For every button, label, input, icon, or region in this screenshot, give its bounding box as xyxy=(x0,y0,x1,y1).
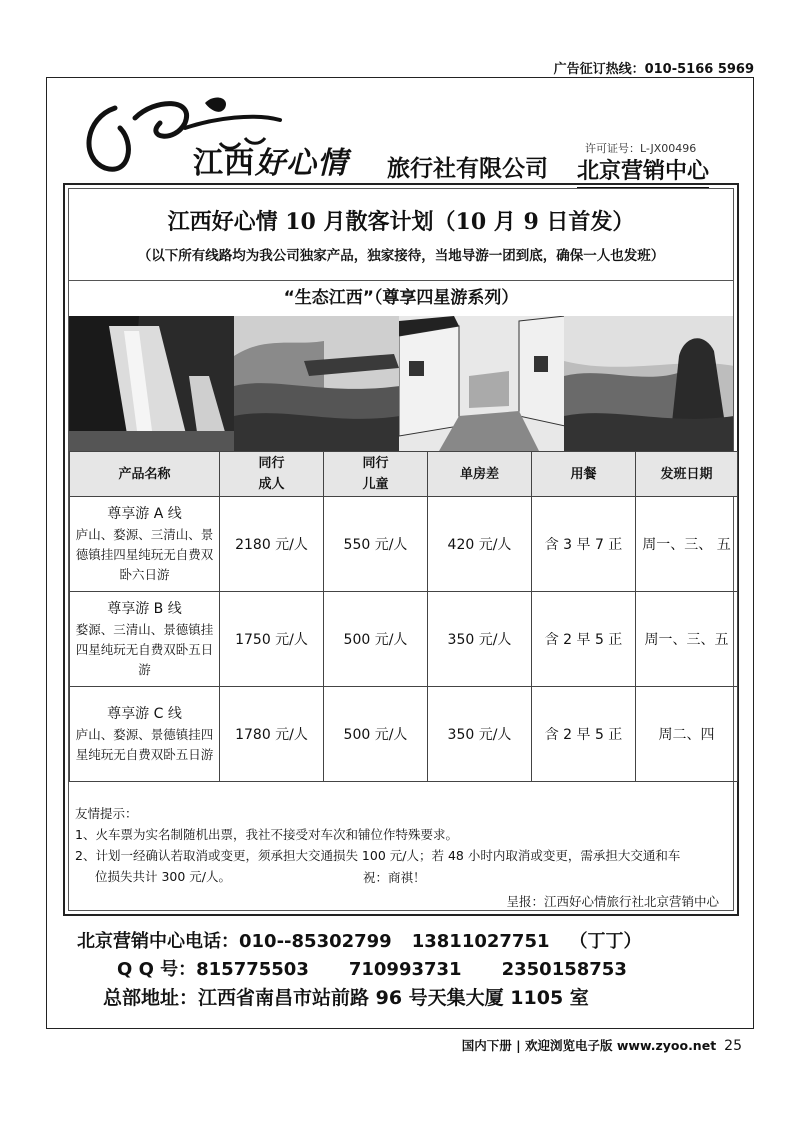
meals: 含 2 早 5 正 xyxy=(532,592,636,687)
header-child: 同行 儿童 xyxy=(324,452,428,497)
notes-heading: 友情提示： xyxy=(75,806,138,821)
route-cell: 尊享游 B 线 婺源、三清山、景德镇挂四星纯玩无自费双卧五日游 xyxy=(70,592,220,687)
plan-title: 江西好心情 10 月散客计划（10 月 9 日首发） xyxy=(167,209,635,235)
child-price: 500 元/人 xyxy=(324,592,428,687)
table-header-row xyxy=(70,452,738,497)
qq-line: Q Q 号：815775503 710993731 2350158753 xyxy=(117,959,627,980)
table-row xyxy=(70,687,738,782)
note-item-2-cont: 位损失共计 300 元/人。 xyxy=(95,869,232,884)
note-item-2: 2、计划一经确认若取消或变更，须承担大交通损失 100 元/人；若 48 小时内取消或变更，需承担大交通和车 xyxy=(75,848,681,863)
child-price: 550 元/人 xyxy=(324,497,428,592)
greeting: 祝：商祺！ xyxy=(363,870,426,885)
series-heading: “生态江西”（尊享四星游系列） xyxy=(69,280,733,317)
page-number: 25 xyxy=(724,1038,742,1054)
waterfall-photo xyxy=(69,316,234,451)
note-item-1: 1、火车票为实名制随机出票，我社不接受对车次和铺位作特殊要求。 xyxy=(75,827,458,842)
brand-company: 旅行社有限公司 xyxy=(387,155,548,182)
brand-branch: 北京营销中心 xyxy=(577,154,709,189)
tour-table xyxy=(69,451,738,782)
route-cell: 尊享游 A 线 庐山、婺源、三清山、景德镇挂四星纯玩无自费双卧六日游 xyxy=(70,497,220,592)
photo-strip xyxy=(69,316,733,451)
table-row xyxy=(70,592,738,687)
signature: 呈报：江西好心情旅行社北京营销中心 xyxy=(506,894,719,909)
header-product: 产品名称 xyxy=(70,452,220,497)
address-line: 总部地址：江西省南昌市站前路 96 号天集大厦 1105 室 xyxy=(103,987,589,1009)
page-frame xyxy=(46,77,754,1029)
mountain-photo xyxy=(564,316,733,451)
meals: 含 2 早 5 正 xyxy=(532,687,636,782)
adult-price: 1750 元/人 xyxy=(220,592,324,687)
brand-header xyxy=(75,88,765,188)
single-supplement: 350 元/人 xyxy=(428,687,532,782)
departure-days: 周一、三、五 xyxy=(636,592,738,687)
contact-block xyxy=(77,928,642,1012)
license-number: 许可证号：L-JX00496 xyxy=(585,142,697,155)
ad-hotline: 广告征订热线：010-5166 5969 xyxy=(553,62,754,77)
departure-days: 周一、三、 五 xyxy=(636,497,738,592)
meals: 含 3 早 7 正 xyxy=(532,497,636,592)
phone-line: 北京营销中心电话：010--85302799 13811027751 （丁丁） xyxy=(77,931,642,952)
single-supplement: 350 元/人 xyxy=(428,592,532,687)
route-cell: 尊享游 C 线 庐山、婺源、景德镇挂四星纯玩无自费双卧五日游 xyxy=(70,687,220,782)
page-footer xyxy=(462,1036,742,1054)
adult-price: 1780 元/人 xyxy=(220,687,324,782)
adult-price: 2180 元/人 xyxy=(220,497,324,592)
child-price: 500 元/人 xyxy=(324,687,428,782)
village-photo xyxy=(399,316,564,451)
header-meals: 用餐 xyxy=(532,452,636,497)
single-supplement: 420 元/人 xyxy=(428,497,532,592)
header-adult: 同行 成人 xyxy=(220,452,324,497)
table-row xyxy=(70,497,738,592)
tour-plan-box xyxy=(63,183,739,916)
footer-text: 国内下册 | 欢迎浏览电子版 www.zyoo.net xyxy=(461,1038,717,1053)
plan-subtitle: （以下所有线路均为我公司独家产品，独家接待，当地导游一团到底，确保一人也发班） xyxy=(137,248,665,264)
departure-days: 周二、四 xyxy=(636,687,738,782)
header-dates: 发班日期 xyxy=(636,452,738,497)
brand-name: 江西好心情 xyxy=(193,146,348,181)
rock-cliff-photo xyxy=(234,316,399,451)
header-single-supplement: 单房差 xyxy=(428,452,532,497)
